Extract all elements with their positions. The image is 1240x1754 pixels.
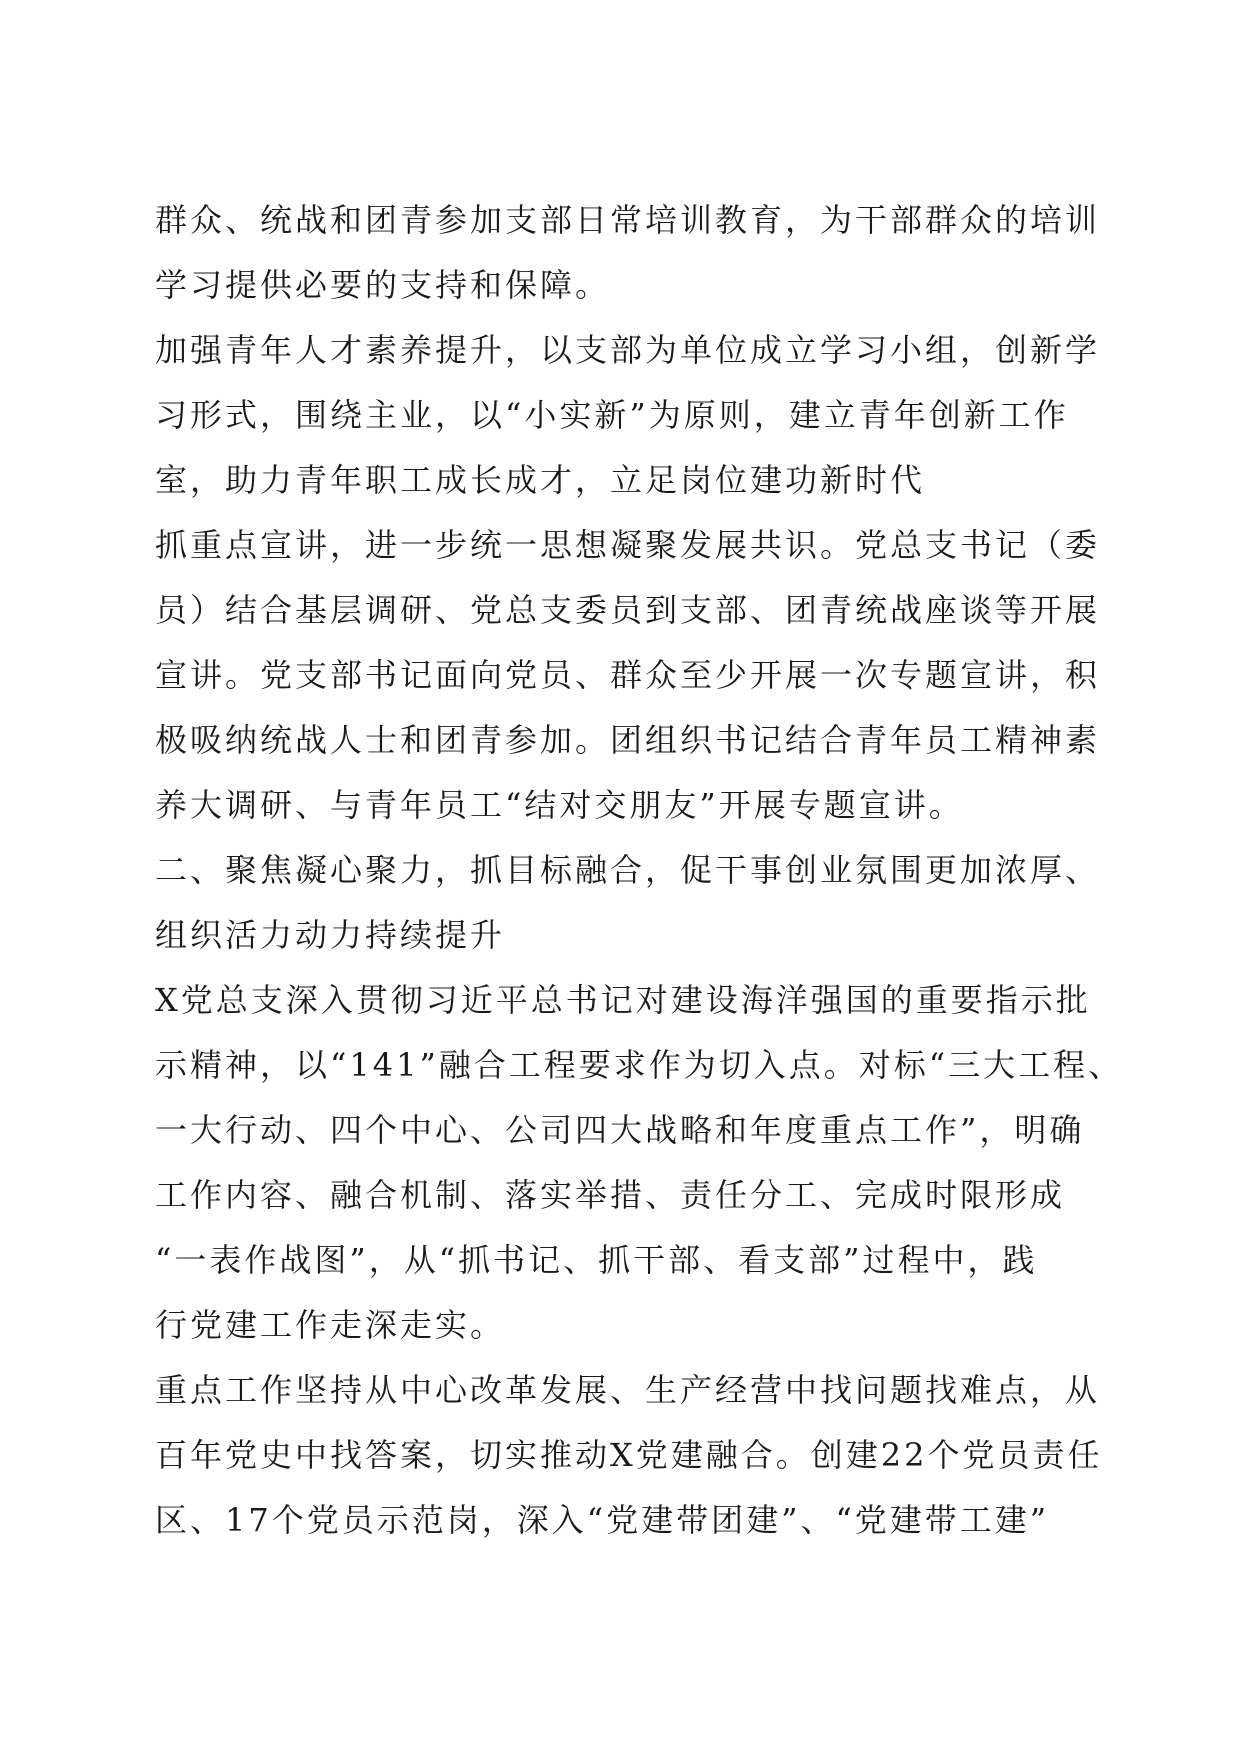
section-heading-line: 组织活力动力持续提升 — [155, 916, 506, 954]
text-line: 习形式，围绕主业，以“小实新”为原则，建立青年创新工作 — [155, 396, 1069, 434]
text-line: 加强青年人才素养提升，以支部为单位成立学习小组，创新学 — [155, 331, 1101, 369]
text-line: 宣讲。党支部书记面向党员、群众至少开展一次专题宣讲，积 — [155, 656, 1101, 694]
document-body — [155, 188, 1124, 1553]
text-line: 重点工作坚持从中心改革发展、生产经营中找问题找难点，从 — [155, 1371, 1101, 1409]
text-line: 百年党史中找答案，切实推动X党建融合。创建22个党员责任 — [155, 1436, 1103, 1474]
text-line: 工作内容、融合机制、落实举措、责任分工、完成时限形成 — [155, 1176, 1066, 1214]
text-line: 抓重点宣讲，进一步统一思想凝聚发展共识。党总支书记（委 — [155, 526, 1101, 564]
text-line: “一表作战图”，从“抓书记、抓干部、看支部”过程中，践 — [155, 1241, 1038, 1279]
section-heading-line: 二、聚焦凝心聚力，抓目标融合，促干事创业氛围更加浓厚、 — [155, 851, 1101, 889]
text-line: 区、17个党员示范岗，深入“党建带团建”、“党建带工建” — [155, 1501, 1050, 1539]
text-line: 群众、统战和团青参加支部日常培训教育，为干部群众的培训 — [155, 201, 1101, 239]
text-line: 一大行动、四个中心、公司四大战略和年度重点工作”，明确 — [155, 1111, 1085, 1149]
text-line: 员）结合基层调研、党总支委员到支部、团青统战座谈等开展 — [155, 591, 1101, 629]
text-line: 室，助力青年职工成长成才，立足岗位建功新时代 — [155, 461, 926, 499]
text-line: 学习提供必要的支持和保障。 — [155, 266, 611, 304]
text-line: X党总支深入贯彻习近平总书记对建设海洋强国的重要指示批 — [155, 981, 1091, 1019]
text-line: 示精神，以“141”融合工程要求作为切入点。对标“三大工程、 — [155, 1046, 1124, 1084]
text-line: 行党建工作走深走实。 — [155, 1306, 506, 1344]
text-line: 极吸纳统战人士和团青参加。团组织书记结合青年员工精神素 — [155, 721, 1101, 759]
text-line: 养大调研、与青年员工“结对交朋友”开展专题宣讲。 — [155, 786, 964, 824]
